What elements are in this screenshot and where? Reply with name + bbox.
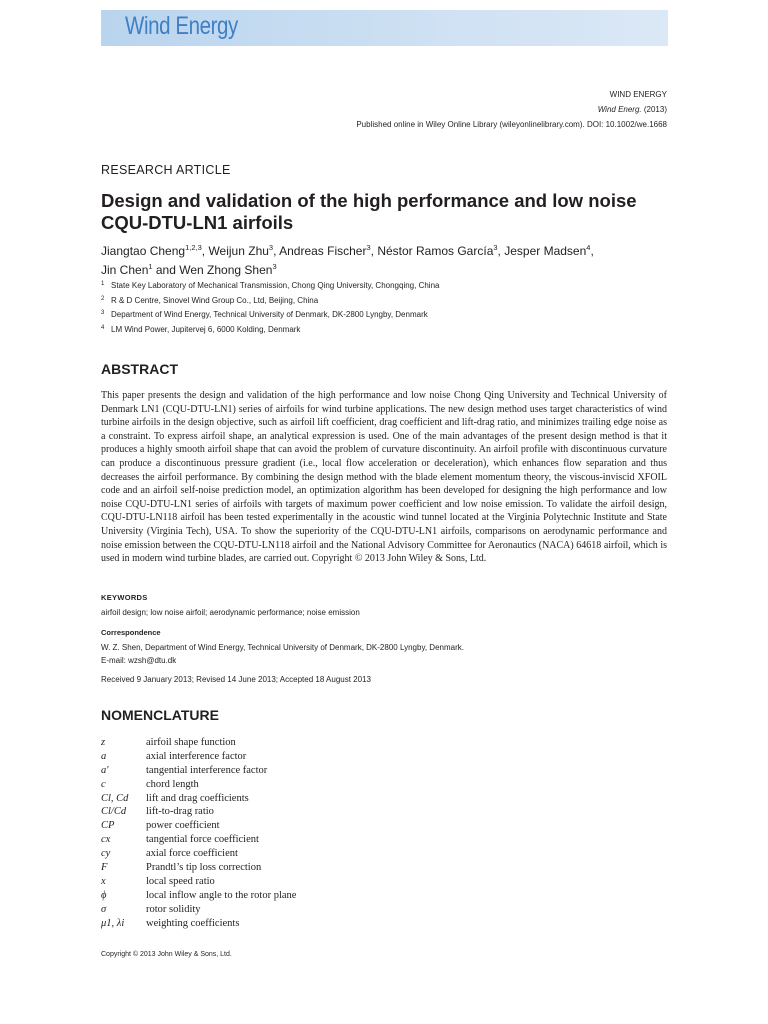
correspondence-email[interactable]: E-mail: wzsh@dtu.dk	[101, 656, 177, 665]
affiliation-text: State Key Laboratory of Mechanical Transmission, Chong Qing University, Chongqing, China	[111, 281, 440, 290]
abstract-text: This paper presents the design and validation of the high performance and low noise Chong Qing University and Technical University of Denmark LN1 (CQU-DTU-LN1) series of airfoils for wind turbine applications. The new design method uses target characteristics of wind turbine airfoils in the design objective, such as airfoil lift coefficient, drag coefficient and lift-drag ratio, and minimizes trailing edge noise as a constraint. To express airfoil shape, an analytical expression is used. One of the main advantages of the present design method is that it produces a highly smooth airfoil shape that can avoid the problem of curvature discontinuity. An airfoil profile with discontinuous curvature can produce a discontinuous pressure gradient (i.e., local flow acceleration or deceleration), which enhances flow separation and thus decreases the airfoil performance. By combining the design method with the blade element momentum theory, the viscous-inviscid XFOIL code and an airfoil self-noise prediction model, an optimization algorithm has been developed for designing the high performance and low noise CQU-DTU-LN1 series of airfoils with targets of maximum power coefficient and low noise emission. To validate the airfoil design, CQU-DTU-LN118 airfoil has been tested experimentally in the acoustic wind tunnel located at the Virginia Polytechnic Institute and State University (Virginia Tech), USA. To show the superiority of the CQU-DTU-LN1 airfoils, comparisons on aerodynamic performance and noise emission between the CQU-DTU-LN118 airfoil and the National Advisory Committee for Aeronautics (NACA) 64618 airfoil, which is used in modern wind turbine blades, are carried out. Copyright © 2013 John Wiley & Sons, Ltd.	[101, 390, 667, 565]
author-list	[101, 240, 681, 278]
journal-name-small: WIND ENERGY	[609, 90, 667, 99]
nomenclature-symbol: a	[101, 750, 107, 762]
abstract-heading: ABSTRACT	[101, 361, 178, 377]
author-affiliation-marker: 4	[586, 243, 591, 252]
keywords-text: airfoil design; low noise airfoil; aerodynamic performance; noise emission	[101, 608, 360, 617]
nomenclature-row	[101, 918, 296, 932]
nomenclature-definition: Prandtl’s tip loss correction	[146, 862, 262, 874]
nomenclature-symbol: z	[101, 737, 106, 748]
nomenclature-row	[101, 751, 296, 765]
nomenclature-symbol: x	[101, 875, 106, 887]
author-separator: ,	[497, 244, 505, 258]
publication-info	[356, 87, 667, 132]
affiliation-item	[101, 294, 439, 309]
nomenclature-row	[101, 876, 296, 890]
nomenclature-symbol: μ1, λi	[101, 917, 125, 929]
nomenclature-definition: airfoil shape function	[146, 737, 236, 748]
author-affiliation-marker: 1	[148, 262, 153, 271]
author-name: Jiangtao Cheng	[101, 244, 186, 258]
nomenclature-row	[101, 806, 296, 820]
author-name: Jesper Madsen	[504, 244, 587, 258]
affiliation-text: LM Wind Power, Jupitervej 6, 6000 Kolding, Denmark	[111, 324, 301, 334]
author-affiliation-marker: 1,2,3	[185, 243, 202, 252]
nomenclature-definition: power coefficient	[146, 820, 220, 832]
paper-title: Design and validation of the high performance and low noise CQU-DTU-LN1 airfoils	[101, 190, 637, 233]
nomenclature-table	[101, 737, 296, 931]
nomenclature-definition: local inflow angle to the rotor plane	[146, 889, 297, 901]
nomenclature-heading: NOMENCLATURE	[101, 707, 219, 723]
affiliation-number: 4	[101, 324, 105, 331]
author-affiliation-marker: 3	[493, 243, 498, 252]
nomenclature-symbol: c	[101, 778, 106, 790]
author-separator: and	[152, 263, 180, 277]
nomenclature-row	[101, 793, 296, 807]
author-separator: ,	[201, 244, 209, 258]
nomenclature-definition: local speed ratio	[146, 875, 215, 887]
journal-logo: Wind Energy	[125, 12, 238, 40]
author-name: Néstor Ramos García	[377, 244, 494, 258]
affiliation-item	[101, 308, 439, 323]
author-affiliation-marker: 3	[366, 243, 371, 252]
nomenclature-symbol: F	[101, 862, 108, 874]
author-name: Andreas Fischer	[279, 244, 367, 258]
affiliation-item	[101, 323, 439, 338]
article-type: RESEARCH ARTICLE	[101, 163, 231, 177]
nomenclature-definition: axial interference factor	[146, 750, 247, 762]
nomenclature-definition: lift and drag coefficients	[146, 792, 249, 804]
nomenclature-row	[101, 834, 296, 848]
author-name: Jin Chen	[101, 263, 149, 277]
affiliation-number: 3	[101, 310, 105, 316]
author-separator: ,	[590, 244, 594, 258]
nomenclature-row	[101, 765, 296, 779]
author-separator: ,	[370, 244, 378, 258]
nomenclature-row	[101, 904, 296, 918]
nomenclature-row	[101, 779, 296, 793]
nomenclature-row	[101, 737, 296, 751]
nomenclature-symbol: σ	[101, 903, 107, 915]
author-affiliation-marker: 3	[272, 262, 277, 271]
affiliation-number: 2	[101, 295, 105, 302]
received-dates: Received 9 January 2013; Revised 14 June 2013; Accepted 18 August 2013	[101, 675, 371, 684]
copyright-footer: Copyright © 2013 John Wiley & Sons, Ltd.	[101, 951, 232, 958]
nomenclature-symbol: ϕ	[101, 889, 107, 901]
nomenclature-symbol: a′	[101, 764, 109, 776]
author-affiliation-marker: 3	[268, 243, 274, 252]
nomenclature-definition: tangential interference factor	[146, 764, 268, 776]
affiliation-number: 1	[101, 281, 105, 287]
nomenclature-row	[101, 890, 296, 904]
nomenclature-symbol: cy	[101, 848, 111, 860]
nomenclature-definition: tangential force coefficient	[146, 834, 259, 846]
doi-line: Published online in Wiley Online Library (wileyonlinelibrary.com). DOI: 10.1002/we.1668	[356, 120, 667, 129]
correspondence-heading: Correspondence	[101, 628, 161, 637]
author-name: Weijun Zhu	[208, 244, 269, 258]
nomenclature-symbol: Cl, Cd	[101, 792, 129, 804]
author-name: Wen Zhong Shen	[179, 263, 273, 277]
nomenclature-symbol: Cl/Cd	[101, 806, 127, 818]
nomenclature-row	[101, 862, 296, 876]
nomenclature-symbol: cx	[101, 834, 111, 846]
affiliation-item	[101, 279, 439, 294]
nomenclature-definition: chord length	[146, 778, 199, 790]
nomenclature-definition: lift-to-drag ratio	[146, 806, 214, 818]
nomenclature-definition: axial force coefficient	[146, 848, 238, 860]
nomenclature-row	[101, 848, 296, 862]
nomenclature-definition: weighting coefficients	[146, 917, 240, 929]
journal-citation: Wind Energ. (2013)	[597, 105, 667, 114]
keywords-heading: KEYWORDS	[101, 593, 148, 602]
nomenclature-row	[101, 820, 296, 834]
affiliation-text: Department of Wind Energy, Technical University of Denmark, DK-2800 Lyngby, Denmark	[111, 310, 428, 319]
author-separator: ,	[273, 244, 280, 258]
nomenclature-symbol: CP	[101, 820, 115, 832]
nomenclature-definition: rotor solidity	[146, 903, 201, 915]
affiliation-text: R & D Centre, Sinovel Wind Group Co., Ltd, Beijing, China	[111, 295, 319, 305]
affiliations	[101, 279, 439, 337]
correspondence-address: W. Z. Shen, Department of Wind Energy, Technical University of Denmark, DK-2800 Lyngby, Denmark.	[101, 643, 464, 652]
